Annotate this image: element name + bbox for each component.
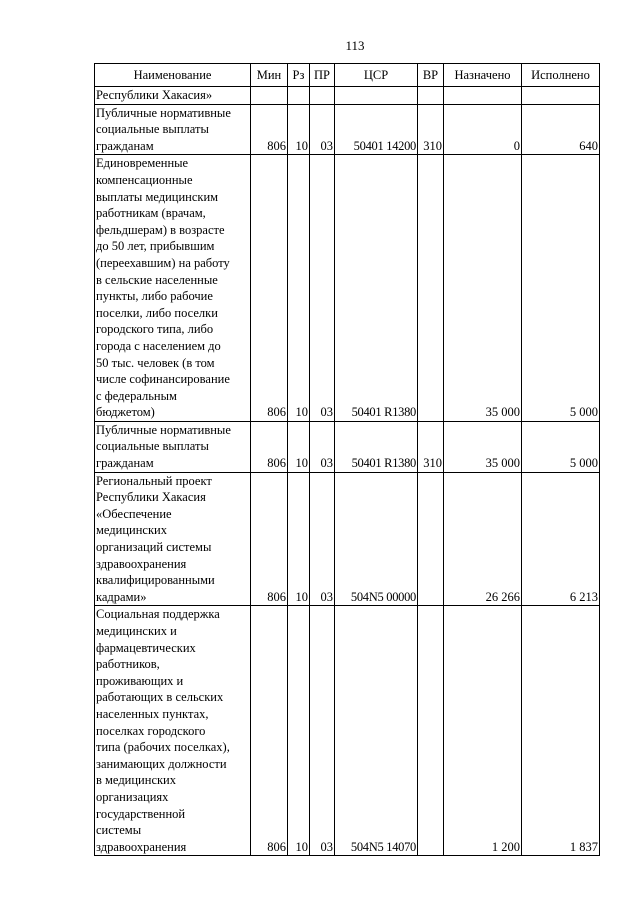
- column-header-vr: ВР: [418, 64, 444, 87]
- row-assigned-cell: 0: [444, 104, 522, 155]
- budget-table: [94, 63, 600, 856]
- row-min-cell: 806: [251, 421, 288, 472]
- row-vr-cell: [418, 155, 444, 422]
- row-executed-cell: [522, 87, 600, 105]
- table-row: [95, 472, 600, 606]
- row-executed-cell: 5 000: [522, 155, 600, 422]
- row-name-cell: Региональный проект Республики Хакасия «Обеспечение медицинских организаций системы здравоохранения квалифицированными кадрами»: [95, 472, 251, 606]
- column-header-min: Мин: [251, 64, 288, 87]
- table-row: [95, 104, 600, 155]
- table-header-row: [95, 64, 600, 87]
- row-name-cell: Публичные нормативные социальные выплаты гражданам: [95, 421, 251, 472]
- page-number: 113: [345, 38, 365, 53]
- row-min-cell: [251, 87, 288, 105]
- row-vr-cell: [418, 472, 444, 606]
- row-vr-cell: [418, 87, 444, 105]
- column-header-rz: Рз: [288, 64, 310, 87]
- row-vr-cell: 310: [418, 104, 444, 155]
- column-header-name: Наименование: [95, 64, 251, 87]
- row-rz-cell: 10: [288, 421, 310, 472]
- row-vr-cell: 310: [418, 421, 444, 472]
- column-header-pr: ПР: [310, 64, 335, 87]
- row-assigned-cell: 26 266: [444, 472, 522, 606]
- row-csr-cell: 504N5 00000: [335, 472, 418, 606]
- row-min-cell: 806: [251, 155, 288, 422]
- column-header-assigned: Назначено: [444, 64, 522, 87]
- row-rz-cell: 10: [288, 606, 310, 856]
- row-csr-cell: 50401 R1380: [335, 155, 418, 422]
- row-assigned-cell: [444, 87, 522, 105]
- table-row: [95, 87, 600, 105]
- row-assigned-cell: 1 200: [444, 606, 522, 856]
- row-assigned-cell: 35 000: [444, 421, 522, 472]
- table-row: [95, 155, 600, 422]
- row-executed-cell: 1 837: [522, 606, 600, 856]
- row-executed-cell: 640: [522, 104, 600, 155]
- row-name-cell: Республики Хакасия»: [95, 87, 251, 105]
- row-pr-cell: [310, 87, 335, 105]
- table-row: [95, 421, 600, 472]
- row-pr-cell: 03: [310, 421, 335, 472]
- row-pr-cell: 03: [310, 606, 335, 856]
- row-pr-cell: 03: [310, 104, 335, 155]
- row-min-cell: 806: [251, 472, 288, 606]
- row-rz-cell: 10: [288, 104, 310, 155]
- row-rz-cell: [288, 87, 310, 105]
- row-csr-cell: 50401 14200: [335, 104, 418, 155]
- row-pr-cell: 03: [310, 472, 335, 606]
- column-header-csr: ЦСР: [335, 64, 418, 87]
- row-executed-cell: 6 213: [522, 472, 600, 606]
- row-pr-cell: 03: [310, 155, 335, 422]
- row-name-cell: Социальная поддержка медицинских и фармацевтических работников, проживающих и работающих в сельских населенных пунктах, поселках городского типа (рабочих поселках), занимающих должности в медицинских организациях государственной системы здравоохранения: [95, 606, 251, 856]
- row-rz-cell: 10: [288, 155, 310, 422]
- column-header-executed: Исполнено: [522, 64, 600, 87]
- row-csr-cell: 504N5 14070: [335, 606, 418, 856]
- row-rz-cell: 10: [288, 472, 310, 606]
- row-vr-cell: [418, 606, 444, 856]
- row-name-cell: Единовременные компенсационные выплаты медицинским работникам (врачам, фельдшерам) в возрасте до 50 лет, прибывшим (переехавшим) на работу в сельские населенные пункты, либо рабочие поселки, либо поселки городского типа, либо города с населением до 50 тыс. человек (в том числе софинансирование с федеральным бюджетом): [95, 155, 251, 422]
- table-row: [95, 606, 600, 856]
- row-name-cell: Публичные нормативные социальные выплаты гражданам: [95, 104, 251, 155]
- row-csr-cell: 50401 R1380: [335, 421, 418, 472]
- row-min-cell: 806: [251, 606, 288, 856]
- row-executed-cell: 5 000: [522, 421, 600, 472]
- row-assigned-cell: 35 000: [444, 155, 522, 422]
- row-csr-cell: [335, 87, 418, 105]
- row-min-cell: 806: [251, 104, 288, 155]
